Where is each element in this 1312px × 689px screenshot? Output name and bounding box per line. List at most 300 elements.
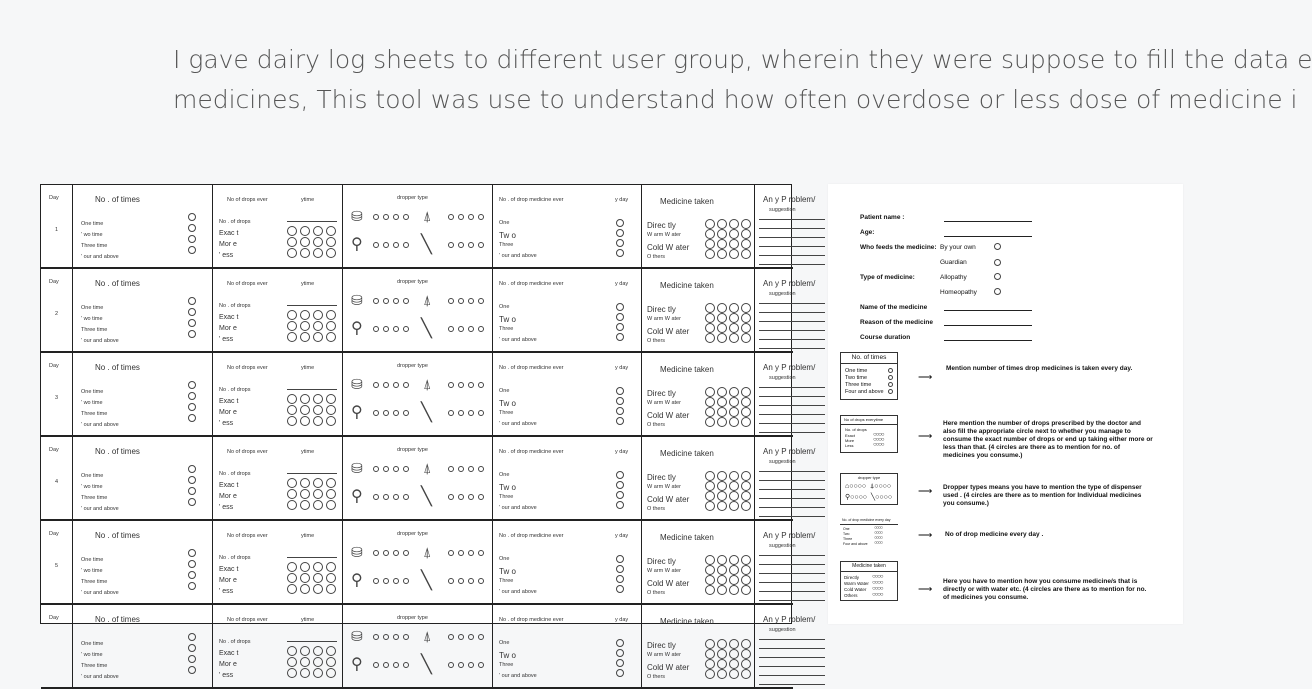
dropper-circle [403, 494, 409, 500]
dropper-circle [373, 494, 379, 500]
dropper-circle [383, 494, 389, 500]
drops-circle [300, 405, 310, 415]
medicine-circle [705, 471, 715, 481]
problem-line [759, 348, 825, 349]
reason-line [944, 325, 1032, 326]
problem-sub: suggestion [769, 543, 796, 549]
drops-option: No . of drops [219, 387, 251, 393]
medicine-taken-header: Medicine taken [660, 197, 714, 206]
drop-circle [616, 407, 624, 415]
problem-cell [755, 353, 816, 435]
dropper-circle [373, 578, 379, 584]
dropper-circle [373, 634, 379, 640]
medicine-circle [705, 659, 715, 669]
dropper-circle [478, 298, 484, 304]
times-circle [188, 560, 196, 568]
dropper-pipette-icon: ⚲ [351, 320, 363, 337]
problem-cell [755, 185, 816, 267]
medicine-circle [741, 229, 751, 239]
medicine-circle [741, 555, 751, 565]
drops-circle [326, 321, 336, 331]
dropper-circle [383, 242, 389, 248]
medicine-circle [717, 219, 727, 229]
drop-header-left: No . of drop medicine ever [499, 365, 564, 371]
dropper-circle [468, 298, 474, 304]
medicine-circle [729, 471, 739, 481]
dropper-circle [468, 634, 474, 640]
times-option: ' our and above [81, 590, 119, 596]
problem-line [759, 339, 825, 340]
problem-line [759, 639, 825, 640]
day-cell [41, 353, 73, 435]
drop-option: Tw o [499, 567, 516, 576]
medicine-circle [741, 219, 751, 229]
name-of-medicine-line [944, 310, 1032, 311]
homeopathy-option: Homeopathy [940, 289, 977, 296]
medicine-option: O thers [647, 254, 666, 260]
dropper-circle [468, 326, 474, 332]
times-circle [188, 582, 196, 590]
medicine-option: O thers [647, 506, 666, 512]
times-circle [188, 381, 196, 389]
drop-option: One [499, 388, 510, 394]
medicine-circle [717, 575, 727, 585]
medicine-circle [717, 501, 727, 511]
times-option: Three time [81, 663, 108, 669]
medicine-circle [729, 481, 739, 491]
medicine-option: Cold W ater [647, 663, 690, 672]
drops-cell [213, 269, 343, 351]
medicine-circle [705, 229, 715, 239]
thumb4-item: One [843, 527, 850, 531]
dropper-tube-icon: ⍋ [423, 376, 432, 392]
problem-sub: suggestion [769, 627, 796, 633]
medicine-taken-cell [642, 605, 755, 687]
medicine-circle [729, 313, 739, 323]
drop-circle [616, 239, 624, 247]
drop-medicine-cell [493, 353, 642, 435]
drop-circle [616, 585, 624, 593]
medicine-circle [741, 481, 751, 491]
times-header: No . of times [95, 195, 140, 204]
type-of-medicine-label: Type of medicine: [860, 274, 915, 281]
thumb1-item: Four and above [845, 389, 884, 395]
drops-circle [300, 248, 310, 258]
dropper-syringe-icon: ╲ [421, 570, 432, 590]
medicine-circle [729, 387, 739, 397]
dropper-circle [393, 298, 399, 304]
drops-line [287, 305, 337, 306]
medicine-circle [741, 659, 751, 669]
dropper-circle [478, 494, 484, 500]
drops-option: No . of drops [219, 555, 251, 561]
medicine-circle [741, 649, 751, 659]
medicine-option: O thers [647, 674, 666, 680]
medicine-circle [717, 585, 727, 595]
dropper-circle [373, 550, 379, 556]
drops-circle [326, 478, 336, 488]
drops-header-left: No of drops ever [227, 365, 268, 371]
dropper-circle [393, 326, 399, 332]
medicine-option: Direc tly [647, 221, 676, 230]
drops-circle [287, 394, 297, 404]
dropper-pipette-icon: ⚲ [351, 488, 363, 505]
dropper-circle [383, 466, 389, 472]
medicine-circle [705, 575, 715, 585]
drop-option: ' our and above [499, 673, 537, 679]
medicine-circle [705, 313, 715, 323]
problem-line [759, 405, 825, 406]
problem-line [759, 573, 825, 574]
drops-circle [326, 646, 336, 656]
dropper-circle [458, 326, 464, 332]
drop-header-left: No . of drop medicine ever [499, 281, 564, 287]
drops-circle [300, 310, 310, 320]
day-label: Day [49, 279, 59, 285]
thumb2-item: Exact [845, 433, 856, 438]
patient-name-label: Patient name : [860, 214, 905, 221]
times-circle [188, 414, 196, 422]
problem-sub: suggestion [769, 375, 796, 381]
drop-circle [616, 333, 624, 341]
dropper-circle [458, 494, 464, 500]
day-cell [41, 269, 73, 351]
log-day-row [41, 353, 816, 437]
dropper-header: dropper type [397, 195, 428, 201]
dropper-syringe-icon: ╲ [421, 486, 432, 506]
problem-line [759, 666, 825, 667]
medicine-option: W arm W ater [647, 400, 681, 406]
drops-circle [313, 416, 323, 426]
dropper-circle [383, 634, 389, 640]
drops-option: ' ess [219, 588, 234, 595]
dropper-circle [448, 298, 454, 304]
times-option: ' wo time [81, 568, 103, 574]
dropper-circle [448, 550, 454, 556]
thumb3-icons: ⚲○○○○ ╲○○○○ [845, 494, 893, 501]
drops-circle [287, 657, 297, 667]
dropper-circle [468, 466, 474, 472]
problem-header: An y P roblem/ [763, 615, 816, 624]
medicine-taken-cell [642, 269, 755, 351]
thumb2-circles: ○○○○ [873, 432, 884, 438]
drop-header-right: y day [615, 365, 629, 371]
medicine-circle [717, 387, 727, 397]
problem-cell [755, 605, 816, 687]
medicine-circle [717, 417, 727, 427]
medicine-circle [741, 565, 751, 575]
drop-circle [616, 303, 624, 311]
dropper-pipette-icon: ⚲ [351, 236, 363, 253]
drop-header-right: y day [615, 533, 629, 539]
medicine-circle [741, 471, 751, 481]
dropper-circle [458, 578, 464, 584]
dropper-circle [393, 578, 399, 584]
dropper-bottle-icon: ⛁ [351, 208, 363, 224]
drops-option: Exac t [219, 566, 239, 573]
dropper-circle [403, 298, 409, 304]
drops-circle [287, 405, 297, 415]
medicine-circle [717, 249, 727, 259]
arrow-right-icon: ⟶ [918, 486, 933, 497]
dropper-circle [383, 578, 389, 584]
daily-log-sheet [40, 184, 816, 680]
medicine-circle [717, 555, 727, 565]
drops-header-right: ytime [301, 197, 315, 203]
dropper-circle [458, 298, 464, 304]
guardian-option: Guardian [940, 259, 967, 266]
dropper-circle [403, 410, 409, 416]
medicine-circle [705, 585, 715, 595]
drops-circle [313, 394, 323, 404]
dropper-cell [343, 269, 493, 351]
thumb1-circle [888, 389, 893, 394]
dropper-pipette-icon: ⚲ [351, 404, 363, 421]
problem-line [759, 228, 825, 229]
dropper-circle [448, 410, 454, 416]
drops-header-left: No of drops ever [227, 533, 268, 539]
drops-cell [213, 437, 343, 519]
drops-option: No . of drops [219, 303, 251, 309]
dropper-circle [448, 214, 454, 220]
medicine-circle [717, 481, 727, 491]
drop-option: One [499, 304, 510, 310]
medicine-circle [705, 333, 715, 343]
medicine-option: O thers [647, 422, 666, 428]
drops-circle [287, 668, 297, 678]
drop-option: Tw o [499, 399, 516, 408]
dropper-circle [373, 214, 379, 220]
medicine-circle [705, 249, 715, 259]
problem-line [759, 564, 825, 565]
medicine-option: Cold W ater [647, 579, 690, 588]
medicine-option: W arm W ater [647, 316, 681, 322]
drops-header-left: No of drops ever [227, 197, 268, 203]
drops-circle [287, 416, 297, 426]
times-option: One time [81, 389, 104, 395]
dropper-pipette-icon: ⚲ [351, 656, 363, 673]
medicine-circle [717, 303, 727, 313]
dropper-circle [393, 214, 399, 220]
medicine-circle [741, 249, 751, 259]
medicine-circle [729, 239, 739, 249]
problem-line [759, 684, 825, 685]
drops-circle [287, 573, 297, 583]
drops-circle [313, 248, 323, 258]
drops-cell [213, 353, 343, 435]
dropper-circle [403, 466, 409, 472]
who-feeds-label: Who feeds the medicine: [860, 244, 937, 251]
dropper-tube-icon: ⍋ [423, 628, 432, 644]
medicine-circle [741, 491, 751, 501]
note-medicine-taken: Here you have to mention how you consume medicine/s that is directly or with water etc. (4 circles are there as to mention for no. of medicines you consume. [943, 578, 1147, 601]
dropper-bottle-icon: ⛁ [351, 544, 363, 560]
problem-header: An y P roblem/ [763, 531, 816, 540]
times-cell [73, 605, 213, 687]
problem-line [759, 600, 825, 601]
problem-header: An y P roblem/ [763, 279, 816, 288]
times-cell [73, 269, 213, 351]
medicine-taken-header: Medicine taken [660, 449, 714, 458]
thumb1-item: Two time [845, 375, 868, 381]
day-number: 3 [55, 395, 59, 401]
drops-circle [313, 489, 323, 499]
medicine-circle [741, 313, 751, 323]
dropper-circle [448, 466, 454, 472]
drop-option: One [499, 556, 510, 562]
drops-circle [300, 489, 310, 499]
dropper-circle [393, 242, 399, 248]
thumb1-circle [888, 368, 893, 373]
medicine-circle [741, 323, 751, 333]
times-cell [73, 185, 213, 267]
drop-circle [616, 565, 624, 573]
day-cell [41, 437, 73, 519]
times-circle [188, 403, 196, 411]
drop-circle [616, 491, 624, 499]
medicine-circle [741, 239, 751, 249]
drops-circle [287, 332, 297, 342]
medicine-circle [705, 555, 715, 565]
problem-line [759, 303, 825, 304]
drop-medicine-cell [493, 437, 642, 519]
drop-option: Three [499, 242, 514, 248]
medicine-option: W arm W ater [647, 652, 681, 658]
dropper-circle [448, 242, 454, 248]
medicine-circle [741, 387, 751, 397]
drops-line [287, 221, 337, 222]
drop-header-right: y day [615, 197, 629, 203]
drops-option: ' ess [219, 336, 234, 343]
drops-circle [287, 646, 297, 656]
dropper-header: dropper type [397, 531, 428, 537]
medicine-circle [705, 639, 715, 649]
day-label: Day [49, 195, 59, 201]
dropper-header: dropper type [397, 615, 428, 621]
dropper-circle [393, 410, 399, 416]
medicine-circle [705, 565, 715, 575]
dropper-circle [478, 214, 484, 220]
day-number: 1 [55, 227, 59, 233]
drops-circle [326, 562, 336, 572]
thumb4-circles: ○○○○ ○○○○ ○○○○ ○○○○ [874, 525, 883, 546]
log-day-row [41, 521, 816, 605]
thumb1-title: No. of times [851, 354, 887, 361]
times-option: ' wo time [81, 652, 103, 658]
dropper-circle [458, 242, 464, 248]
times-option: Three time [81, 579, 108, 585]
dropper-circle [468, 550, 474, 556]
dropper-circle [448, 382, 454, 388]
intro-line-2: medicines, This tool was use to understand how often overdose or less dose of medicine i [173, 85, 1298, 114]
thumb5-item: Others [844, 593, 858, 598]
thumb5-item: Cold Water [844, 587, 867, 592]
thumb4-item: Three [843, 537, 853, 541]
dropper-circle [458, 634, 464, 640]
drop-option: Tw o [499, 483, 516, 492]
medicine-circle [729, 585, 739, 595]
dropper-tube-icon: ⍋ [423, 292, 432, 308]
arrow-right-icon: ⟶ [918, 431, 933, 442]
dropper-cell [343, 437, 493, 519]
drops-circle [313, 668, 323, 678]
problem-line [759, 657, 825, 658]
log-day-row [41, 437, 816, 521]
medicine-circle [729, 417, 739, 427]
reason-label: Reason of the medicine [860, 319, 933, 326]
dropper-circle [393, 634, 399, 640]
medicine-circle [729, 303, 739, 313]
drops-header-right: ytime [301, 365, 315, 371]
times-option: One time [81, 473, 104, 479]
problem-line [759, 414, 825, 415]
medicine-circle [705, 239, 715, 249]
medicine-circle [741, 575, 751, 585]
drops-circle [300, 237, 310, 247]
problem-line [759, 264, 825, 265]
drops-circle [300, 500, 310, 510]
medicine-circle [729, 555, 739, 565]
dropper-syringe-icon: ╲ [421, 402, 432, 422]
dropper-tube-icon: ⍋ [423, 208, 432, 224]
times-circle [188, 476, 196, 484]
drop-circle [616, 481, 624, 489]
drops-option: No . of drops [219, 639, 251, 645]
medicine-circle [729, 639, 739, 649]
patient-name-line [944, 221, 1032, 222]
thumb2-title: No of drops everytime [844, 417, 884, 422]
drop-circle [616, 555, 624, 563]
drops-circle [313, 584, 323, 594]
times-circle [188, 655, 196, 663]
dropper-circle [468, 410, 474, 416]
drops-option: Mor e [219, 661, 237, 668]
day-label: Day [49, 363, 59, 369]
medicine-taken-cell [642, 437, 755, 519]
note-no-of-drops: Here mention the number of drops prescribed by the doctor and also fill the appropriate circle next to whether you manage to consume the exact number of drops or end up taking either more or less than that. (4 circles are there as to mention for no. of medicines you consume.) [943, 420, 1153, 459]
drops-header-right: ytime [301, 533, 315, 539]
dropper-circle [393, 382, 399, 388]
dropper-circle [458, 662, 464, 668]
times-circle [188, 213, 196, 221]
drop-circle [616, 387, 624, 395]
drops-option: No . of drops [219, 219, 251, 225]
problem-line [759, 321, 825, 322]
drops-circle [300, 562, 310, 572]
drops-circle [287, 248, 297, 258]
dropper-circle [468, 662, 474, 668]
thumb1-circle [888, 375, 893, 380]
drops-circle [326, 657, 336, 667]
times-cell [73, 353, 213, 435]
day-label: Day [49, 531, 59, 537]
dropper-type-thumbnail [840, 473, 898, 505]
medicine-circle [729, 333, 739, 343]
problem-line [759, 648, 825, 649]
dropper-circle [478, 326, 484, 332]
dropper-circle [478, 578, 484, 584]
problem-line [759, 246, 825, 247]
drop-option: One [499, 640, 510, 646]
drops-circle [326, 310, 336, 320]
drop-circle [616, 639, 624, 647]
thumb1-circle [888, 382, 893, 387]
times-circle [188, 235, 196, 243]
dropper-circle [468, 214, 474, 220]
dropper-circle [403, 242, 409, 248]
dropper-circle [403, 662, 409, 668]
medicine-circle [705, 303, 715, 313]
